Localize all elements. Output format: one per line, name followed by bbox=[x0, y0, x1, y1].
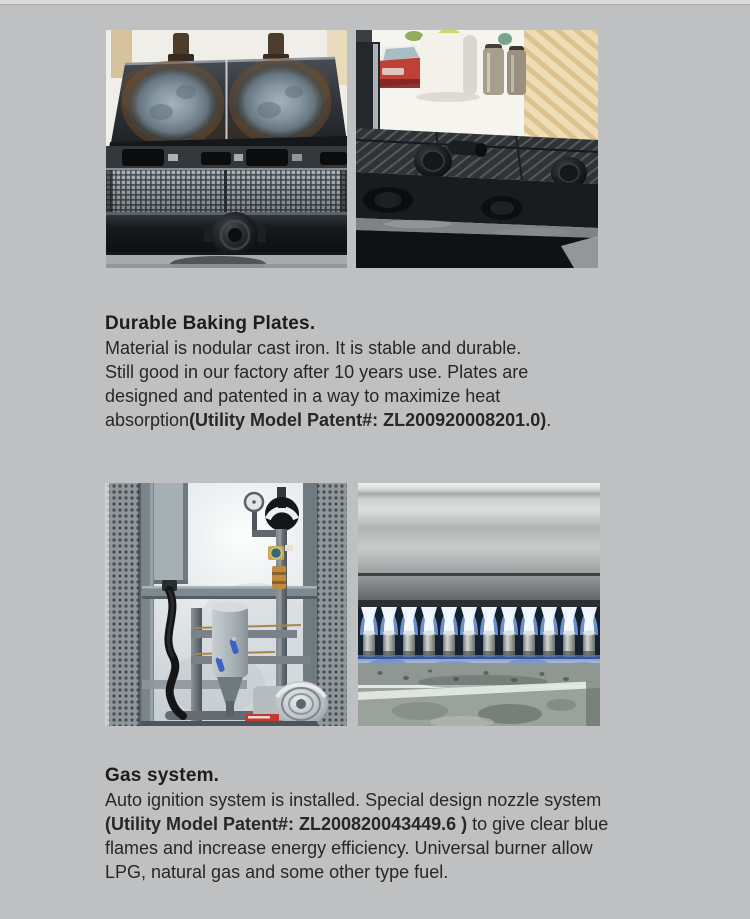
gas-piping-illustration bbox=[105, 483, 347, 726]
section-body: Material is nodular cast iron. It is stable and durable. Still good in our factory after 10 years use. Plates are designed and patented in a way to maximize heat absorption(Utility Model Patent#: ZL200920008201.0). bbox=[105, 338, 552, 430]
section-heading: Durable Baking Plates. bbox=[105, 313, 316, 334]
photo-baking-plates-closeup bbox=[356, 30, 598, 268]
baking-plates-closeup-illustration bbox=[356, 30, 598, 268]
white-jug bbox=[416, 33, 480, 102]
woven-background bbox=[524, 30, 598, 152]
burner-flames-illustration bbox=[358, 483, 600, 726]
hinge-row bbox=[106, 146, 347, 170]
photo-baking-plates-open bbox=[106, 30, 347, 268]
section-body: Auto ignition system is installed. Special design nozzle system (Utility Model Patent#: ZL200820043449.6 ) to give clear blue flames and increase energy efficiency. Universal burner allow LPG, natural gas and some other type fuel. bbox=[105, 790, 609, 882]
burner-flame-row bbox=[358, 607, 600, 659]
front-panel bbox=[106, 212, 347, 258]
blurred-oven-band bbox=[358, 483, 600, 573]
grill-front bbox=[356, 172, 598, 268]
concrete-ledge bbox=[358, 655, 600, 726]
baking-plates-open-illustration bbox=[106, 30, 347, 268]
left-frame-bar bbox=[356, 30, 380, 142]
photo-gas-piping-system bbox=[105, 483, 347, 726]
baking-plate-lids bbox=[108, 58, 347, 154]
grid-plate bbox=[106, 168, 347, 214]
photo-burner-blue-flames bbox=[358, 483, 600, 726]
section-heading: Gas system. bbox=[105, 765, 220, 786]
section-gas-system bbox=[105, 763, 615, 884]
page-top-strip bbox=[0, 0, 750, 5]
section-durable-baking-plates bbox=[105, 311, 615, 432]
base-strip bbox=[106, 252, 347, 268]
air-blower bbox=[245, 681, 328, 726]
